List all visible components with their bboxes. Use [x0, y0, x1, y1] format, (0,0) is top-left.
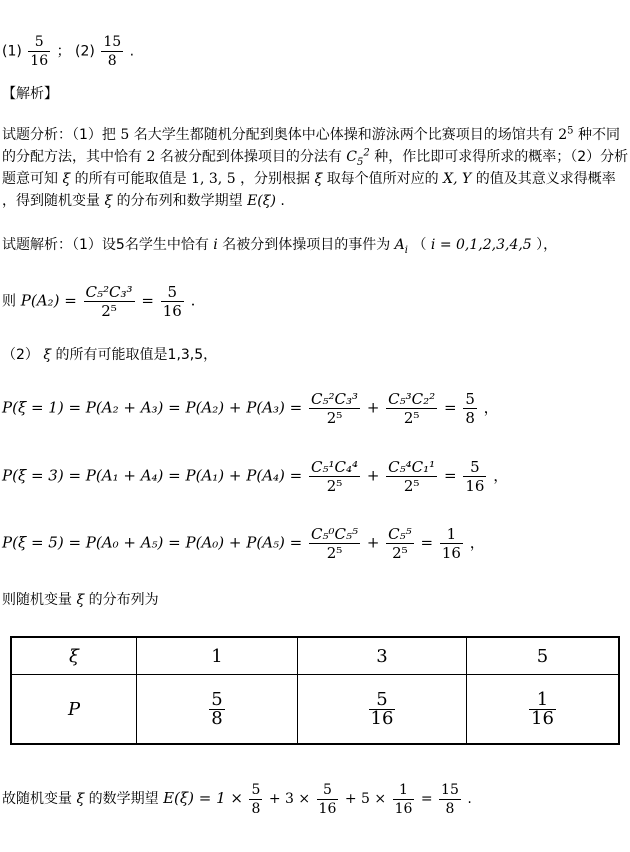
table-row	[11, 675, 619, 745]
table-cell: $\frac{5}{8}$	[137, 675, 298, 745]
solution-line-1: 试题解析：（1）设5名学生中恰有 i 名被分到体操项目的事件为 $A_i$ （ i = 0,1,2,3,4,5 ），	[2, 237, 558, 256]
combination-c52: $C_5^2$	[346, 147, 370, 168]
table-row-label: P	[11, 675, 137, 745]
table-header-cell: ξ	[11, 637, 137, 675]
solution-line-2: （2） ξ 的所有可能取值是1,3,5，	[2, 347, 218, 363]
analysis-line-4: ，得到随机变量 ξ 的分布列和数学期望 E(ξ) .	[2, 193, 285, 209]
table-cell: $\frac{1}{16}$	[467, 675, 620, 745]
table-header-cell: 3	[298, 637, 467, 675]
analysis-line-1: 试题分析：（1）把 5 名大学生都随机分配到奥体中心体操和游泳两个比赛项目的场馆共有 $2^5$ 种不同	[2, 125, 620, 143]
part2-label: (2)	[75, 43, 95, 60]
answer2-fraction: $\frac{15}{8}$	[103, 34, 122, 69]
equation-xi-3: P(ξ = 3) = P(A₁ + A₄) = P(A₁) + P(A₄) = $\frac{\text{C₅¹C₄⁴}}{\text{2⁵}}$ + $\frac{\text{C₅⁴C₁¹}}{\text{2⁵}}$ = $\frac{5}{16}$ ，	[2, 458, 509, 495]
part1-label: (1)	[2, 43, 22, 60]
answer-line: (1) $\frac{5}{16}$ ； (2) $\frac{15}{8}$ .	[2, 34, 135, 69]
table-header-cell: 5	[467, 637, 620, 675]
distribution-table	[10, 636, 620, 745]
distribution-intro: 则随机变量 ξ 的分布列为	[2, 592, 159, 608]
table-row	[11, 637, 619, 675]
expectation-line: 故随机变量 ξ 的数学期望 E(ξ) = 1 × $\frac{5}{8}$ + 3 × $\frac{5}{16}$ + 5 × $\frac{1}{16}$ = $\frac{15}{8}$ .	[2, 781, 472, 817]
equation-xi-1: P(ξ = 1) = P(A₂ + A₃) = P(A₂) + P(A₃) = $\frac{\text{C₅²C₃³}}{\text{2⁵}}$ + $\frac{\text{C₅³C₂²}}{\text{2⁵}}$ = $\frac{5}{8}$ ，	[2, 390, 499, 427]
table-header-cell: 1	[137, 637, 298, 675]
equation-xi-5: P(ξ = 5) = P(A₀ + A₅) = P(A₀) + P(A₅) = $\frac{\text{C₅⁰C₅⁵}}{\text{2⁵}}$ + $\frac{\text{C₅⁵}}{\text{2⁵}}$ = $\frac{1}{16}$ ，	[2, 525, 485, 562]
analysis-line-3: 题意可知 ξ 的所有可能取值是 1, 3, 5 ，分别根据 ξ 取每个值所对应的 X, Y 的值及其意义求得概率	[2, 171, 616, 187]
equation-pa2: 则 P(A₂) = $\frac{\text{C₅²C₃³}}{\text{2⁵}}$ = $\frac{5}{16}$ .	[2, 283, 196, 320]
analysis-line-2: 的分配方法，其中恰有 2 名被分配到体操项目的分法有 $C_5^2$ 种，作比即可求得所求的概率；（2）分析	[2, 147, 629, 168]
answer1-fraction: $\frac{5}{16}$	[30, 34, 49, 69]
analysis-heading: 【解析】	[2, 86, 58, 102]
table-cell: $\frac{5}{16}$	[298, 675, 467, 745]
